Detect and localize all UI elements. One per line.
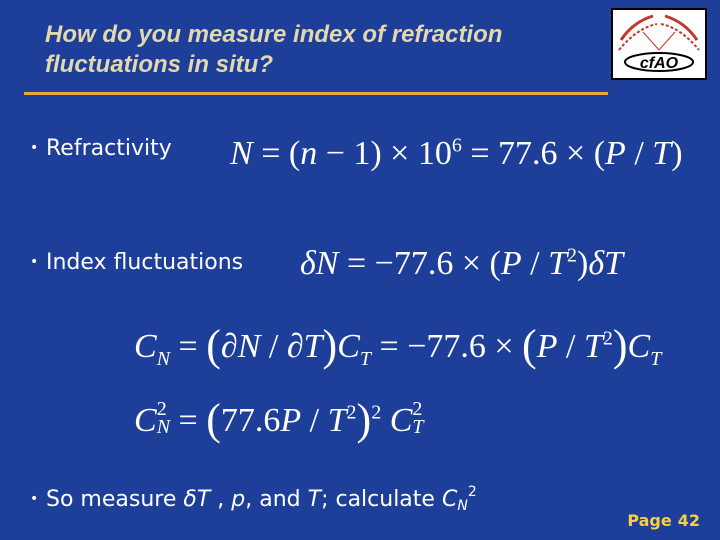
bullet-sep: ; calculate: [321, 487, 442, 512]
cn-var: C: [441, 487, 458, 512]
cn-superscript: 2: [467, 484, 477, 500]
bullet-index-fluctuations: [30, 248, 243, 277]
logo-text: cfAO: [639, 55, 679, 72]
bullet-prefix: So measure: [46, 487, 184, 512]
bullet-sep: , and: [245, 487, 308, 512]
bullet-dot: •: [30, 491, 39, 507]
title-line-2: fluctuations in situ?: [45, 51, 273, 78]
bullet-dot: •: [30, 254, 39, 270]
slide-title: [45, 20, 595, 80]
title-divider: [24, 92, 608, 95]
page-number: [621, 511, 700, 530]
p-var: p: [231, 487, 246, 512]
bullet-refractivity: [30, 134, 172, 163]
page-value: 42: [677, 511, 700, 530]
equation-cn: $C_N = (\partial N / \partial T)C_T = -77.6 \times (P / T^2)C_T$: [134, 321, 662, 370]
bullet-so-measure: [30, 478, 477, 520]
bullet-text: Index fluctuations: [46, 250, 244, 275]
cfao-logo-graphic: [613, 10, 705, 78]
cfao-logo: [611, 8, 707, 80]
title-line-1: How do you measure index of refraction: [45, 21, 503, 48]
delta-t: δT: [183, 487, 211, 512]
t-var: T: [307, 487, 322, 512]
equation-refractivity: $N = (n - 1) \times 10^6 = 77.6 \times (P / T)$: [230, 134, 683, 172]
equation-index-fluctuations: $\delta N = -77.6 \times (P / T^2)\delta T$: [300, 244, 624, 282]
bullet-sep: ,: [210, 487, 232, 512]
equation-cn-squared: C 2 N = $(77.6P / T^2)^2$ C 2 T: [134, 395, 424, 444]
bullet-dot: •: [30, 140, 39, 156]
page-label: Page: [627, 511, 672, 530]
cn-subscript: N: [457, 498, 468, 514]
bullet-text: Refractivity: [46, 136, 172, 161]
